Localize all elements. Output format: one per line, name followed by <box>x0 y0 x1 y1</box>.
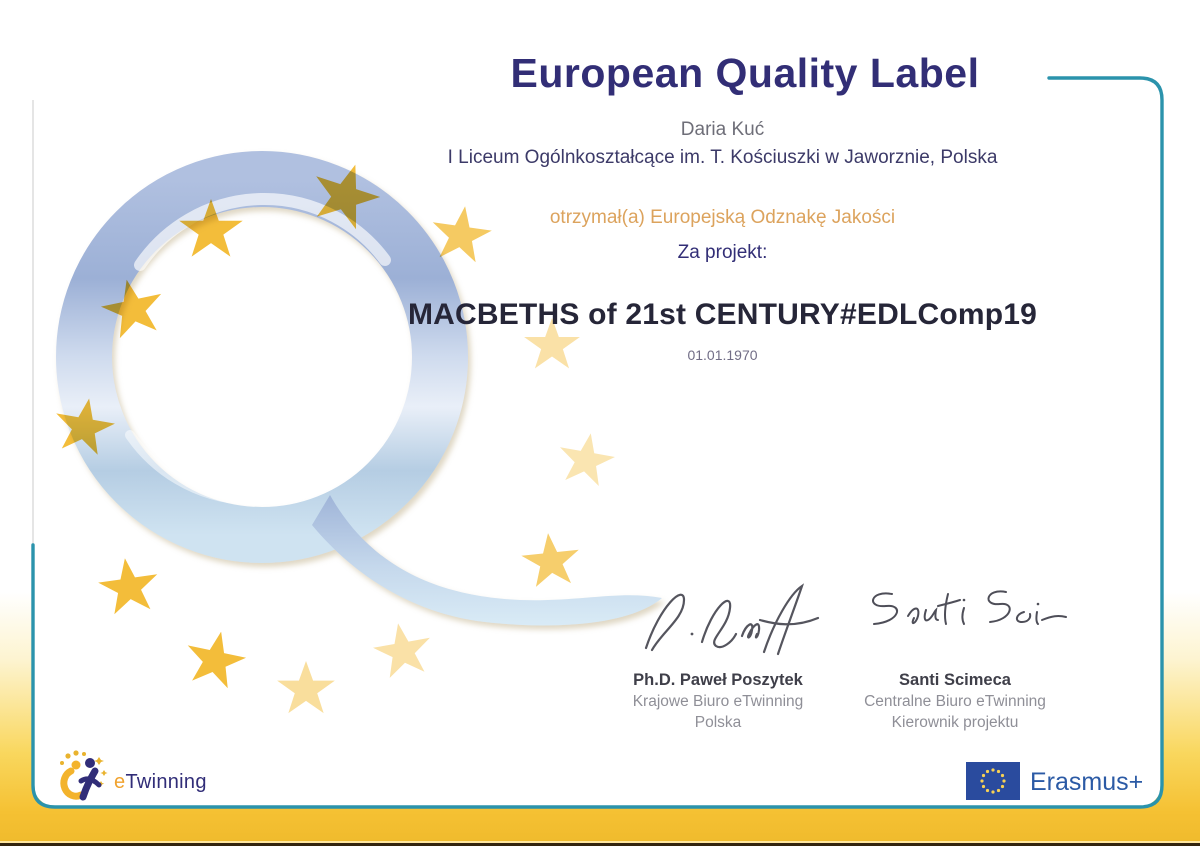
signature-right-icon <box>858 582 1068 647</box>
etwinning-wordmark <box>114 771 207 794</box>
eu-flag-icon <box>966 762 1020 800</box>
etwinning-figures-icon <box>56 750 110 802</box>
etwinning-wordmark-e: e <box>114 770 126 793</box>
signature-left-icon <box>632 578 847 673</box>
signatory-left-name: Ph.D. Paweł Poszytek <box>633 671 803 689</box>
signatory-right-detail: Kierownik projektu <box>891 714 1019 731</box>
signatory-right-org: Centralne Biuro eTwinning <box>864 693 1046 710</box>
signatory-right <box>835 670 1075 733</box>
school-line: I Liceum Ogólnkoształcące im. T. Kościuszki w Jaworznie, Polska <box>447 147 998 168</box>
award-line: otrzymał(a) Europejską Odznakę Jakości <box>549 207 896 228</box>
page-title: European Quality Label <box>510 50 980 96</box>
erasmus-logo <box>966 762 1143 800</box>
recipient-name: Daria Kuć <box>680 119 765 140</box>
project-title: MACBETHS of 21st CENTURY#EDLComp19 <box>407 298 1038 331</box>
signatory-left-org: Krajowe Biuro eTwinning <box>632 693 804 710</box>
signatory-left-detail: Polska <box>694 714 742 731</box>
project-label: Za projekt: <box>677 242 768 263</box>
signatory-left <box>598 670 838 733</box>
project-date: 01.01.1970 <box>687 347 758 363</box>
erasmus-wordmark: Erasmus+ <box>1030 767 1144 796</box>
signatory-right-name: Santi Scimeca <box>899 671 1011 689</box>
etwinning-logo <box>56 750 207 802</box>
etwinning-wordmark-rest: Twinning <box>125 770 207 793</box>
